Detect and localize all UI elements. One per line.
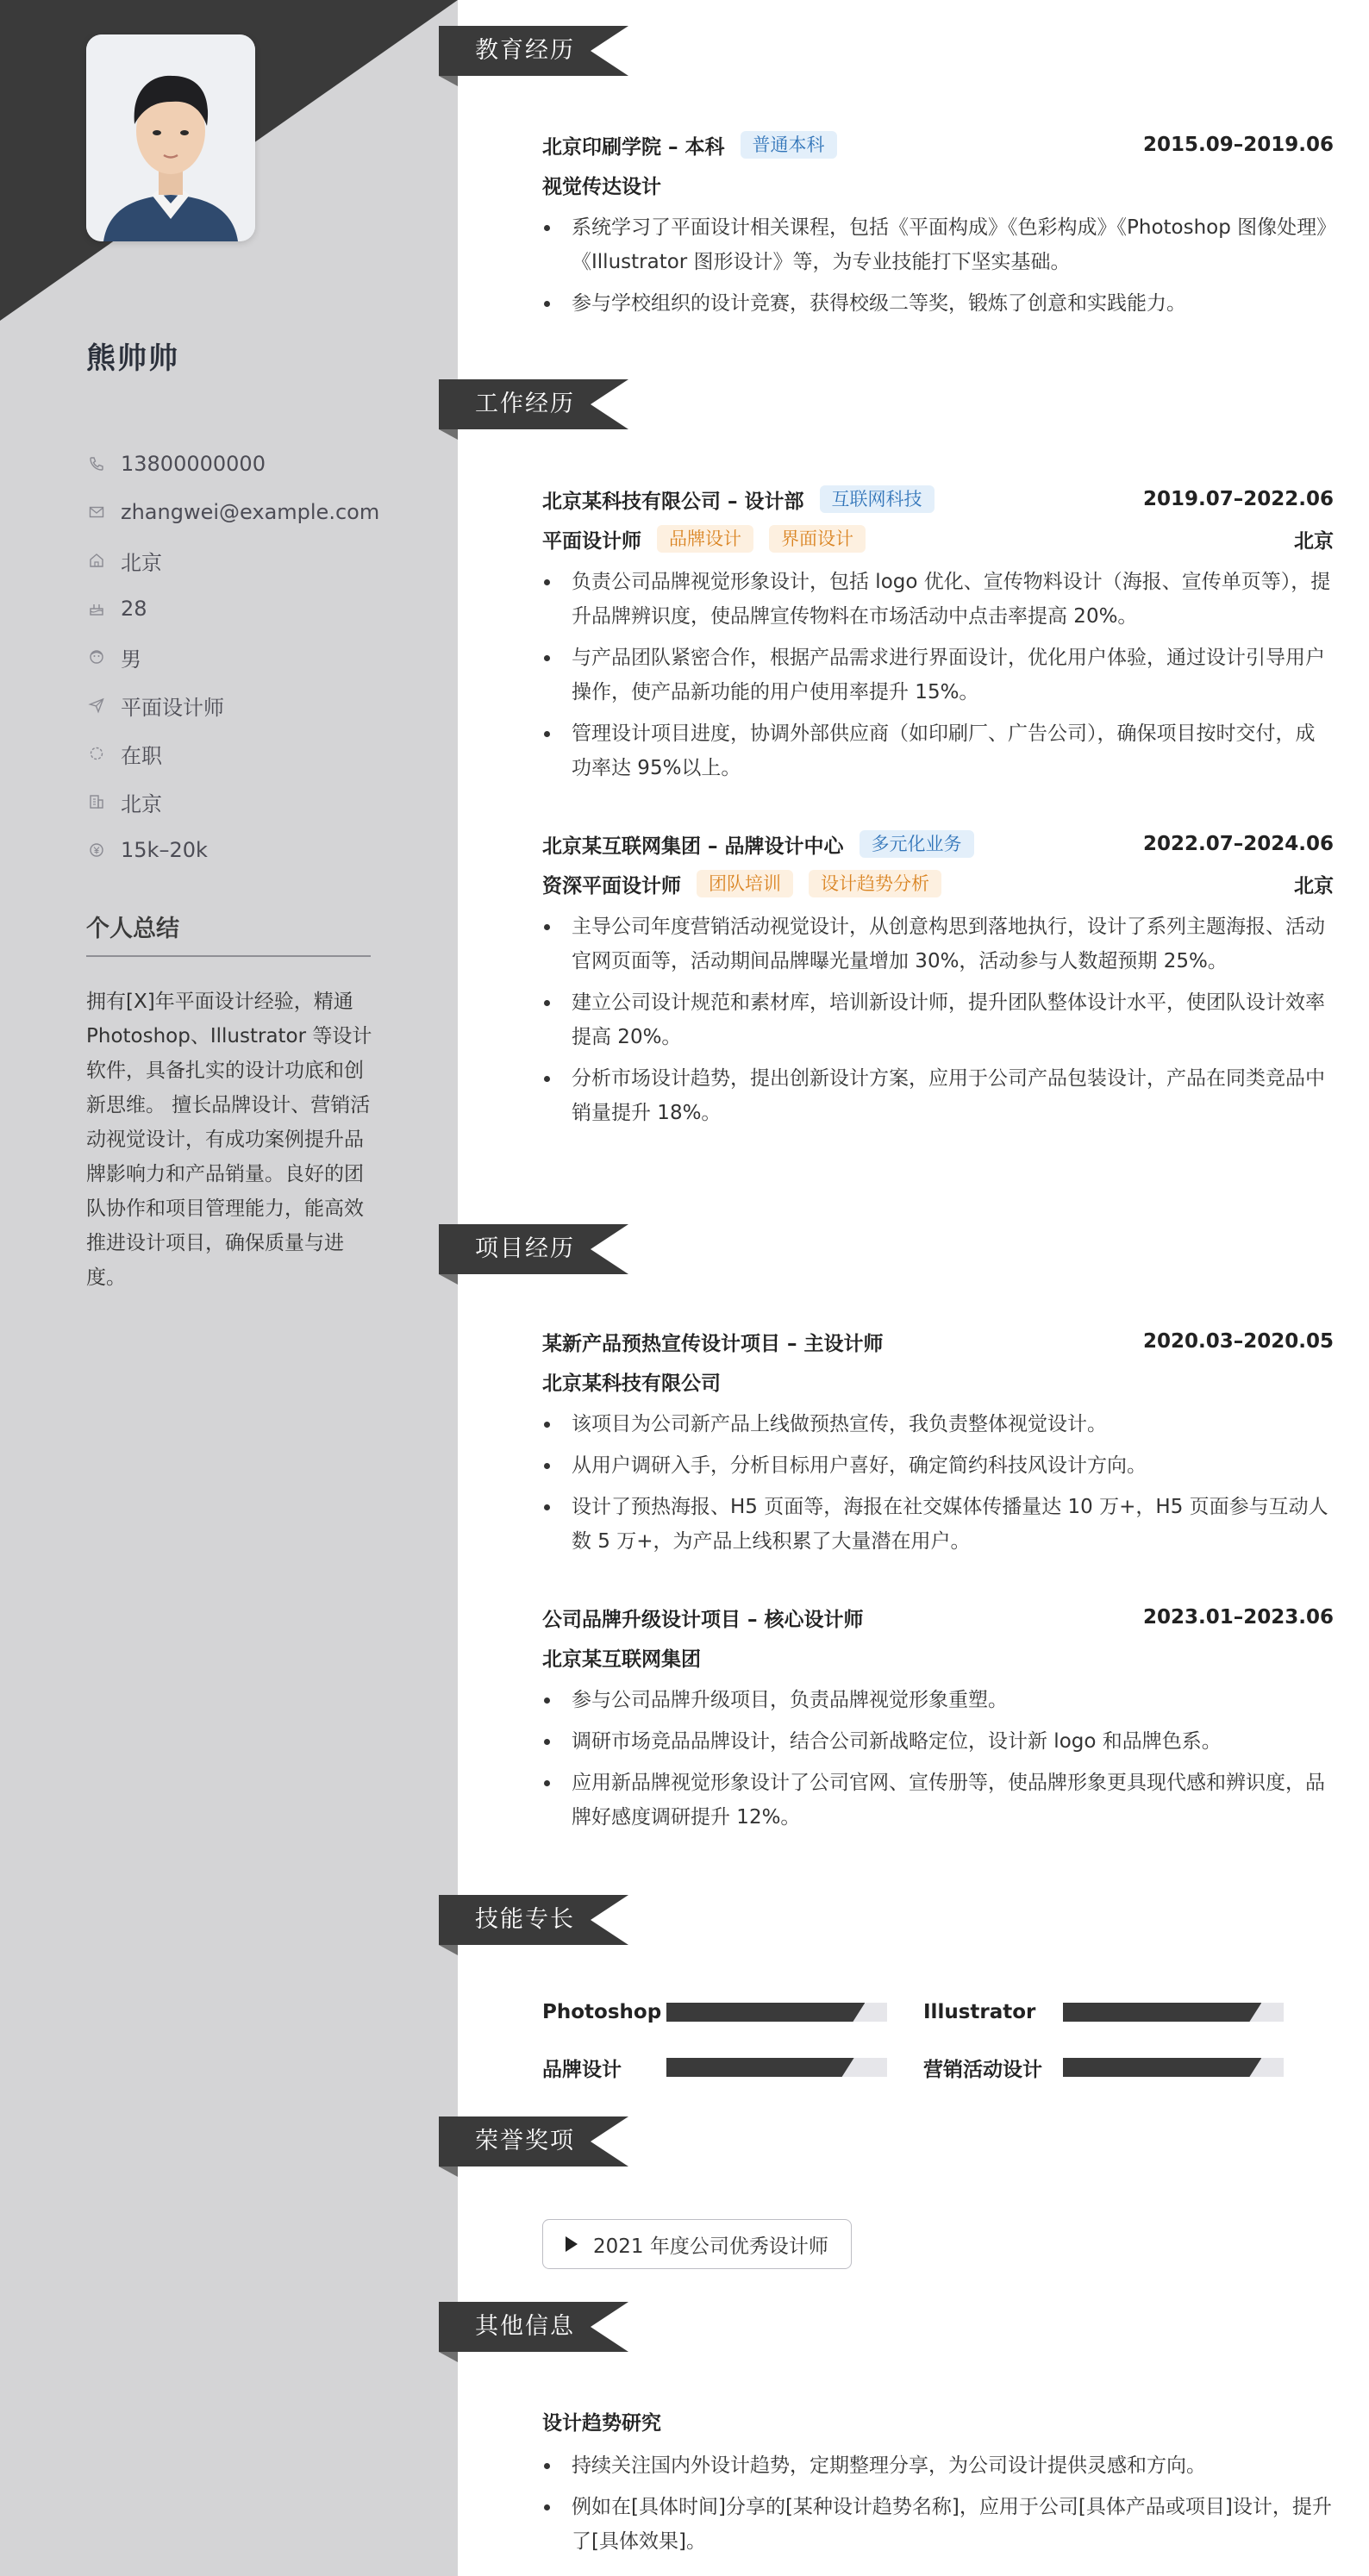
- school-name: 北京印刷学院 – 本科: [542, 135, 725, 159]
- education-date: 2015.09–2019.06: [1142, 134, 1334, 156]
- list-item: 持续关注国内外设计趋势，定期整理分享，为公司设计提供灵感和方向。: [542, 2448, 1334, 2483]
- main-content: [458, 0, 1369, 2576]
- money-icon: [86, 840, 107, 860]
- list-item: 例如在[具体时间]分享的[某种设计趋势名称]，应用于公司[具体产品或项目]设计，提升了[具体效果]。: [542, 2490, 1334, 2559]
- project-org: 北京某科技有限公司: [542, 1372, 721, 1395]
- info-text: zhangwei@example.com: [121, 500, 380, 524]
- skill-bar: [666, 2003, 887, 2022]
- skill-name: 营销活动设计: [923, 2058, 1042, 2081]
- job-city: 北京: [1294, 874, 1334, 897]
- section-title: 技能专长: [475, 1906, 575, 1933]
- project-bullets: [542, 1683, 1334, 1835]
- info-text: 28: [121, 597, 147, 621]
- candidate-name: 熊帅帅: [86, 341, 179, 376]
- education-entry: [542, 129, 1334, 328]
- summary-text: 拥有[X]年平面设计经验，精通 Photoshop、Illustrator 等设计软件，具备扎实的设计功底和创新思维。 擅长品牌设计、营销活动视觉设计，有成功案例提升品牌影响力和产品销量。良好的团队协作和项目管理能力，能高效推进设计项目，确保质量与进度。: [86, 991, 372, 1289]
- job-role: 资深平面设计师: [542, 874, 681, 897]
- info-text: 北京: [121, 791, 162, 816]
- info-salary: [86, 826, 379, 874]
- avatar: [86, 34, 255, 241]
- list-item: 系统学习了平面设计相关课程，包括《平面构成》《色彩构成》《Photoshop 图像处理》《Illustrator 图形设计》等，为专业技能打下坚实基础。: [542, 210, 1334, 279]
- status-icon: [86, 743, 107, 764]
- home-icon: [86, 550, 107, 571]
- info-text: 13800000000: [121, 452, 266, 476]
- skill-item: [542, 1997, 887, 2028]
- honor-item: [542, 2219, 852, 2269]
- send-icon: [86, 695, 107, 716]
- section-title: 项目经历: [475, 1235, 575, 1262]
- others-bullets: [542, 2448, 1334, 2559]
- play-triangle-icon: [566, 2236, 578, 2252]
- list-item: 该项目为公司新产品上线做预热宣传，我负责整体视觉设计。: [542, 1407, 1334, 1441]
- info-email: [86, 488, 379, 536]
- skill-bar-fill: [1063, 2058, 1261, 2077]
- work-entry-2: [542, 828, 1334, 1137]
- industry-tag: 互联网科技: [820, 485, 935, 513]
- section-title: 教育经历: [475, 37, 575, 64]
- skill-name: Photoshop: [542, 2001, 662, 2023]
- list-item: 与产品团队紧密合作，根据产品需求进行界面设计，优化用户体验，通过设计引导用户操作，使产品新功能的用户使用率提升 15%。: [542, 641, 1334, 710]
- skill-name: Illustrator: [923, 2001, 1036, 2023]
- list-item: 调研市场竞品品牌设计，结合公司新战略定位，设计新 logo 和品牌色系。: [542, 1724, 1334, 1759]
- role-tag: 设计趋势分析: [809, 870, 941, 897]
- honor-text: 2021 年度公司优秀设计师: [593, 2235, 828, 2258]
- list-item: 应用新品牌视觉形象设计了公司官网、宣传册等，使品牌形象更具现代感和辨识度，品牌好感度调研提升 12%。: [542, 1766, 1334, 1835]
- avatar-portrait-image: [86, 34, 255, 241]
- skills-grid: [542, 1997, 1334, 2091]
- section-header-work: [439, 379, 628, 429]
- list-item: 参与学校组织的设计竞赛，获得校级二等奖，锻炼了创意和实践能力。: [542, 286, 1334, 321]
- job-city: 北京: [1294, 529, 1334, 553]
- section-header-skills: [439, 1895, 628, 1945]
- job-role: 平面设计师: [542, 529, 641, 553]
- info-status: [86, 729, 379, 778]
- company-name: 北京某科技有限公司 – 设计部: [542, 490, 804, 513]
- skill-name: 品牌设计: [542, 2058, 622, 2081]
- building-icon: [86, 791, 107, 812]
- list-item: 负责公司品牌视觉形象设计，包括 logo 优化、宣传物料设计（海报、宣传单页等），提升品牌辨识度，使品牌宣传物料在市场活动中点击率提高 20%。: [542, 565, 1334, 634]
- skill-bar-fill: [666, 2058, 854, 2077]
- list-item: 主导公司年度营销活动视觉设计，从创意构思到落地执行，设计了系列主题海报、活动官网页面等，活动期间品牌曝光量增加 30%，活动参与人数超预期 25%。: [542, 910, 1334, 979]
- phone-icon: [86, 453, 107, 474]
- skill-bar-fill: [1063, 2003, 1261, 2022]
- section-header-honors: [439, 2116, 628, 2166]
- skill-bar: [666, 2058, 887, 2077]
- info-phone: [86, 440, 379, 488]
- sidebar: [0, 0, 458, 2576]
- info-text: 15k–20k: [121, 838, 208, 862]
- list-item: 分析市场设计趋势，提出创新设计方案，应用于公司产品包装设计，产品在同类竞品中销量提升 18%。: [542, 1061, 1334, 1130]
- major: 视觉传达设计: [542, 175, 661, 198]
- list-item: 管理设计项目进度，协调外部供应商（如印刷厂、广告公司），确保项目按时交付，成功率达 95%以上。: [542, 716, 1334, 785]
- work-date: 2022.07–2024.06: [1142, 833, 1334, 855]
- list-item: 从用户调研入手，分析目标用户喜好，确定简约科技风设计方向。: [542, 1448, 1334, 1483]
- education-bullets: [542, 210, 1334, 321]
- role-tag: 品牌设计: [657, 525, 753, 553]
- info-city: [86, 778, 379, 826]
- skill-bar: [1063, 2058, 1284, 2077]
- others-title: 设计趋势研究: [542, 2411, 661, 2435]
- role-tag: 团队培训: [697, 870, 793, 897]
- section-header-education: [439, 26, 628, 76]
- info-text: 北京: [121, 550, 162, 575]
- industry-tag: 多元化业务: [860, 830, 974, 858]
- others-entry: [542, 2405, 1334, 2566]
- summary-title: 个人总结: [86, 910, 371, 957]
- section-header-others: [439, 2302, 628, 2352]
- degree-tag: 普通本科: [741, 131, 837, 159]
- skill-item: [542, 2052, 887, 2083]
- work-bullets: [542, 565, 1334, 785]
- info-position: [86, 681, 379, 729]
- skill-bar: [1063, 2003, 1284, 2022]
- cake-icon: [86, 598, 107, 619]
- info-age: [86, 585, 379, 633]
- skill-bar-fill: [666, 2003, 865, 2022]
- role-tag: 界面设计: [769, 525, 866, 553]
- company-name: 北京某互联网集团 – 品牌设计中心: [542, 835, 844, 858]
- list-item: 建立公司设计规范和素材库，培训新设计师，提升团队整体设计水平，使团队设计效率提高 20%。: [542, 985, 1334, 1054]
- work-date: 2019.07–2022.06: [1142, 488, 1334, 510]
- info-text: 男: [121, 647, 141, 672]
- info-text: 平面设计师: [121, 695, 224, 720]
- list-item: 设计了预热海报、H5 页面等，海报在社交媒体传播量达 10 万+，H5 页面参与互动人数 5 万+，为产品上线积累了大量潜在用户。: [542, 1490, 1334, 1559]
- work-bullets: [542, 910, 1334, 1130]
- mail-icon: [86, 502, 107, 522]
- info-location: [86, 536, 379, 585]
- section-title: 荣誉奖项: [475, 2128, 575, 2154]
- project-entry-1: [542, 1326, 1334, 1566]
- section-title: 工作经历: [475, 391, 575, 417]
- info-text: 在职: [121, 743, 162, 768]
- section-title: 其他信息: [475, 2313, 575, 2340]
- skill-item: [923, 2052, 1284, 2083]
- project-title: 某新产品预热宣传设计项目 – 主设计师: [542, 1332, 884, 1355]
- project-date: 2020.03–2020.05: [1142, 1330, 1334, 1353]
- project-title: 公司品牌升级设计项目 – 核心设计师: [542, 1608, 864, 1631]
- project-entry-2: [542, 1602, 1334, 1841]
- project-org: 北京某互联网集团: [542, 1648, 701, 1671]
- info-gender: [86, 633, 379, 681]
- contact-info-list: [86, 440, 379, 874]
- skill-item: [923, 1997, 1284, 2028]
- list-item: 参与公司品牌升级项目，负责品牌视觉形象重塑。: [542, 1683, 1334, 1717]
- gender-icon: [86, 647, 107, 667]
- section-header-projects: [439, 1224, 628, 1274]
- project-bullets: [542, 1407, 1334, 1559]
- project-date: 2023.01–2023.06: [1142, 1606, 1334, 1629]
- work-entry-1: [542, 484, 1334, 792]
